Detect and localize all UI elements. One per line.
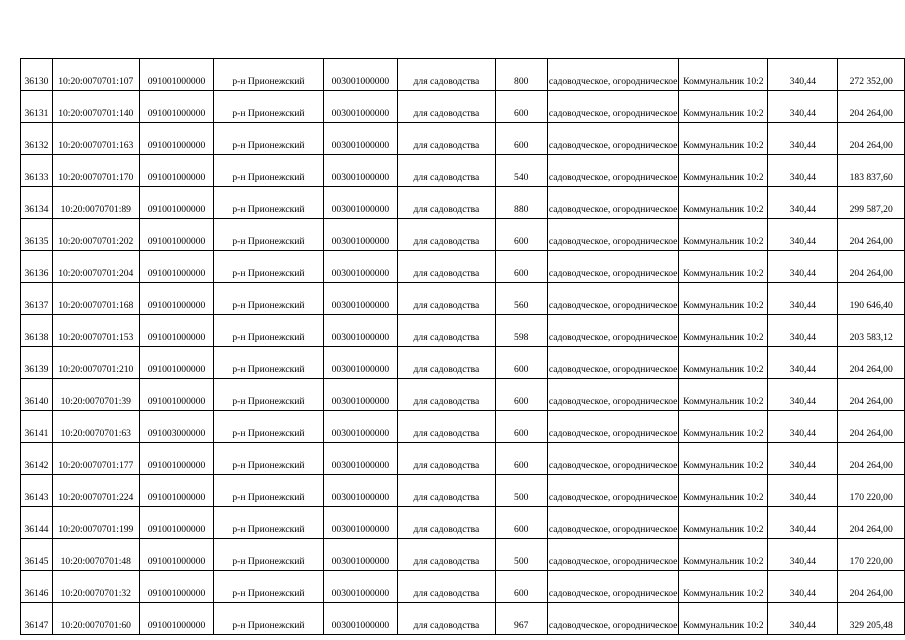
row-id-cell: 36146 [21, 571, 53, 603]
row-id-cell: 36134 [21, 187, 53, 219]
area-cell: 600 [495, 443, 547, 475]
purpose-cell: для садоводства [398, 155, 495, 187]
rate-cell: 340,44 [768, 539, 838, 571]
table-row [21, 187, 905, 219]
rate-cell: 340,44 [768, 283, 838, 315]
okato-code-cell: 091001000000 [139, 123, 214, 155]
okato-code-cell: 091001000000 [139, 443, 214, 475]
purpose-cell: для садоводства [398, 187, 495, 219]
district-cell: р-н Прионежский [214, 379, 323, 411]
okato-code-cell: 091001000000 [139, 283, 214, 315]
okato-code-cell: 091001000000 [139, 219, 214, 251]
organization-cell: Коммунальник 10:2 [679, 411, 768, 443]
district-cell: р-н Прионежский [214, 603, 323, 635]
okato-code-cell: 091003000000 [139, 411, 214, 443]
rate-cell: 340,44 [768, 379, 838, 411]
cadastral-number-cell: 10:20:0070701:107 [52, 59, 139, 91]
rate-cell: 340,44 [768, 347, 838, 379]
land-use-cell: садоводческое, огородническое [547, 603, 679, 635]
oktmo-code-cell: 003001000000 [323, 379, 398, 411]
okato-code-cell: 091001000000 [139, 379, 214, 411]
cadastral-value-cell: 204 264,00 [838, 507, 905, 539]
cadastral-number-cell: 10:20:0070701:153 [52, 315, 139, 347]
land-use-cell: садоводческое, огородническое [547, 283, 679, 315]
table-row [21, 219, 905, 251]
rate-cell: 340,44 [768, 219, 838, 251]
district-cell: р-н Прионежский [214, 187, 323, 219]
okato-code-cell: 091001000000 [139, 539, 214, 571]
table-row [21, 59, 905, 91]
land-use-cell: садоводческое, огородническое [547, 475, 679, 507]
cadastral-value-cell: 204 264,00 [838, 91, 905, 123]
organization-cell: Коммунальник 10:2 [679, 123, 768, 155]
row-id-cell: 36138 [21, 315, 53, 347]
cadastral-value-cell: 203 583,12 [838, 315, 905, 347]
okato-code-cell: 091001000000 [139, 475, 214, 507]
table-row [21, 603, 905, 635]
purpose-cell: для садоводства [398, 379, 495, 411]
purpose-cell: для садоводства [398, 507, 495, 539]
okato-code-cell: 091001000000 [139, 571, 214, 603]
land-use-cell: садоводческое, огородническое [547, 155, 679, 187]
cadastral-value-cell: 204 264,00 [838, 443, 905, 475]
rate-cell: 340,44 [768, 187, 838, 219]
organization-cell: Коммунальник 10:2 [679, 507, 768, 539]
cadastral-number-cell: 10:20:0070701:199 [52, 507, 139, 539]
row-id-cell: 36140 [21, 379, 53, 411]
organization-cell: Коммунальник 10:2 [679, 379, 768, 411]
organization-cell: Коммунальник 10:2 [679, 603, 768, 635]
land-use-cell: садоводческое, огородническое [547, 219, 679, 251]
purpose-cell: для садоводства [398, 603, 495, 635]
oktmo-code-cell: 003001000000 [323, 411, 398, 443]
rate-cell: 340,44 [768, 315, 838, 347]
rate-cell: 340,44 [768, 91, 838, 123]
organization-cell: Коммунальник 10:2 [679, 283, 768, 315]
purpose-cell: для садоводства [398, 59, 495, 91]
rate-cell: 340,44 [768, 251, 838, 283]
area-cell: 600 [495, 91, 547, 123]
purpose-cell: для садоводства [398, 251, 495, 283]
area-cell: 500 [495, 475, 547, 507]
okato-code-cell: 091001000000 [139, 155, 214, 187]
land-use-cell: садоводческое, огородническое [547, 507, 679, 539]
rate-cell: 340,44 [768, 123, 838, 155]
cadastral-number-cell: 10:20:0070701:170 [52, 155, 139, 187]
land-use-cell: садоводческое, огородническое [547, 411, 679, 443]
purpose-cell: для садоводства [398, 347, 495, 379]
rate-cell: 340,44 [768, 603, 838, 635]
purpose-cell: для садоводства [398, 123, 495, 155]
district-cell: р-н Прионежский [214, 411, 323, 443]
table-row [21, 123, 905, 155]
row-id-cell: 36137 [21, 283, 53, 315]
area-cell: 600 [495, 571, 547, 603]
cadastral-number-cell: 10:20:0070701:204 [52, 251, 139, 283]
row-id-cell: 36142 [21, 443, 53, 475]
district-cell: р-н Прионежский [214, 475, 323, 507]
oktmo-code-cell: 003001000000 [323, 443, 398, 475]
oktmo-code-cell: 003001000000 [323, 603, 398, 635]
area-cell: 600 [495, 251, 547, 283]
purpose-cell: для садоводства [398, 315, 495, 347]
cadastral-number-cell: 10:20:0070701:63 [52, 411, 139, 443]
table-row [21, 155, 905, 187]
cadastral-number-cell: 10:20:0070701:177 [52, 443, 139, 475]
purpose-cell: для садоводства [398, 91, 495, 123]
area-cell: 600 [495, 219, 547, 251]
district-cell: р-н Прионежский [214, 315, 323, 347]
organization-cell: Коммунальник 10:2 [679, 219, 768, 251]
cadastral-number-cell: 10:20:0070701:210 [52, 347, 139, 379]
district-cell: р-н Прионежский [214, 251, 323, 283]
oktmo-code-cell: 003001000000 [323, 123, 398, 155]
area-cell: 500 [495, 539, 547, 571]
district-cell: р-н Прионежский [214, 123, 323, 155]
table-row [21, 283, 905, 315]
table-row [21, 507, 905, 539]
area-cell: 800 [495, 59, 547, 91]
oktmo-code-cell: 003001000000 [323, 59, 398, 91]
cadastral-value-cell: 299 587,20 [838, 187, 905, 219]
okato-code-cell: 091001000000 [139, 315, 214, 347]
land-use-cell: садоводческое, огородническое [547, 251, 679, 283]
okato-code-cell: 091001000000 [139, 507, 214, 539]
cadastral-number-cell: 10:20:0070701:48 [52, 539, 139, 571]
district-cell: р-н Прионежский [214, 155, 323, 187]
table-row [21, 443, 905, 475]
oktmo-code-cell: 003001000000 [323, 315, 398, 347]
row-id-cell: 36144 [21, 507, 53, 539]
organization-cell: Коммунальник 10:2 [679, 539, 768, 571]
oktmo-code-cell: 003001000000 [323, 475, 398, 507]
organization-cell: Коммунальник 10:2 [679, 91, 768, 123]
row-id-cell: 36145 [21, 539, 53, 571]
purpose-cell: для садоводства [398, 219, 495, 251]
row-id-cell: 36147 [21, 603, 53, 635]
okato-code-cell: 091001000000 [139, 603, 214, 635]
area-cell: 540 [495, 155, 547, 187]
cadastral-value-cell: 204 264,00 [838, 379, 905, 411]
cadastral-number-cell: 10:20:0070701:140 [52, 91, 139, 123]
row-id-cell: 36133 [21, 155, 53, 187]
okato-code-cell: 091001000000 [139, 59, 214, 91]
oktmo-code-cell: 003001000000 [323, 187, 398, 219]
land-use-cell: садоводческое, огородническое [547, 59, 679, 91]
rate-cell: 340,44 [768, 411, 838, 443]
organization-cell: Коммунальник 10:2 [679, 59, 768, 91]
rate-cell: 340,44 [768, 571, 838, 603]
row-id-cell: 36130 [21, 59, 53, 91]
row-id-cell: 36143 [21, 475, 53, 507]
cadastral-number-cell: 10:20:0070701:60 [52, 603, 139, 635]
cadastral-number-cell: 10:20:0070701:89 [52, 187, 139, 219]
land-use-cell: садоводческое, огородническое [547, 187, 679, 219]
cadastral-number-cell: 10:20:0070701:32 [52, 571, 139, 603]
district-cell: р-н Прионежский [214, 91, 323, 123]
organization-cell: Коммунальник 10:2 [679, 571, 768, 603]
okato-code-cell: 091001000000 [139, 187, 214, 219]
organization-cell: Коммунальник 10:2 [679, 155, 768, 187]
cadastral-value-cell: 272 352,00 [838, 59, 905, 91]
cadastral-number-cell: 10:20:0070701:168 [52, 283, 139, 315]
area-cell: 598 [495, 315, 547, 347]
cadastral-value-cell: 204 264,00 [838, 347, 905, 379]
row-id-cell: 36132 [21, 123, 53, 155]
cadastral-value-cell: 329 205,48 [838, 603, 905, 635]
cadastral-number-cell: 10:20:0070701:202 [52, 219, 139, 251]
district-cell: р-н Прионежский [214, 59, 323, 91]
cadastral-value-cell: 183 837,60 [838, 155, 905, 187]
district-cell: р-н Прионежский [214, 507, 323, 539]
oktmo-code-cell: 003001000000 [323, 347, 398, 379]
land-use-cell: садоводческое, огородническое [547, 539, 679, 571]
cadastral-value-cell: 204 264,00 [838, 123, 905, 155]
purpose-cell: для садоводства [398, 539, 495, 571]
row-id-cell: 36136 [21, 251, 53, 283]
cadastral-value-cell: 170 220,00 [838, 539, 905, 571]
land-use-cell: садоводческое, огородническое [547, 123, 679, 155]
district-cell: р-н Прионежский [214, 347, 323, 379]
okato-code-cell: 091001000000 [139, 251, 214, 283]
cadastral-number-cell: 10:20:0070701:39 [52, 379, 139, 411]
table-row [21, 315, 905, 347]
land-use-cell: садоводческое, огородническое [547, 91, 679, 123]
area-cell: 600 [495, 411, 547, 443]
oktmo-code-cell: 003001000000 [323, 251, 398, 283]
area-cell: 880 [495, 187, 547, 219]
cadastral-value-cell: 204 264,00 [838, 411, 905, 443]
cadastral-value-cell: 204 264,00 [838, 251, 905, 283]
table-row [21, 475, 905, 507]
okato-code-cell: 091001000000 [139, 347, 214, 379]
row-id-cell: 36131 [21, 91, 53, 123]
organization-cell: Коммунальник 10:2 [679, 187, 768, 219]
district-cell: р-н Прионежский [214, 443, 323, 475]
rate-cell: 340,44 [768, 507, 838, 539]
land-use-cell: садоводческое, огородническое [547, 571, 679, 603]
land-register-table [20, 58, 905, 635]
land-use-cell: садоводческое, огородническое [547, 347, 679, 379]
table-row [21, 91, 905, 123]
organization-cell: Коммунальник 10:2 [679, 443, 768, 475]
table-row [21, 411, 905, 443]
table-row [21, 251, 905, 283]
district-cell: р-н Прионежский [214, 571, 323, 603]
rate-cell: 340,44 [768, 443, 838, 475]
table-body [21, 59, 905, 635]
organization-cell: Коммунальник 10:2 [679, 315, 768, 347]
district-cell: р-н Прионежский [214, 219, 323, 251]
area-cell: 600 [495, 379, 547, 411]
table-row [21, 571, 905, 603]
table-row [21, 539, 905, 571]
area-cell: 967 [495, 603, 547, 635]
land-use-cell: садоводческое, огородническое [547, 379, 679, 411]
organization-cell: Коммунальник 10:2 [679, 347, 768, 379]
oktmo-code-cell: 003001000000 [323, 155, 398, 187]
purpose-cell: для садоводства [398, 571, 495, 603]
row-id-cell: 36141 [21, 411, 53, 443]
rate-cell: 340,44 [768, 59, 838, 91]
okato-code-cell: 091001000000 [139, 91, 214, 123]
purpose-cell: для садоводства [398, 283, 495, 315]
oktmo-code-cell: 003001000000 [323, 539, 398, 571]
cadastral-number-cell: 10:20:0070701:163 [52, 123, 139, 155]
area-cell: 600 [495, 507, 547, 539]
oktmo-code-cell: 003001000000 [323, 219, 398, 251]
cadastral-value-cell: 204 264,00 [838, 571, 905, 603]
cadastral-number-cell: 10:20:0070701:224 [52, 475, 139, 507]
area-cell: 600 [495, 347, 547, 379]
land-use-cell: садоводческое, огородническое [547, 443, 679, 475]
district-cell: р-н Прионежский [214, 283, 323, 315]
oktmo-code-cell: 003001000000 [323, 283, 398, 315]
oktmo-code-cell: 003001000000 [323, 507, 398, 539]
area-cell: 600 [495, 123, 547, 155]
cadastral-value-cell: 204 264,00 [838, 219, 905, 251]
table-row [21, 379, 905, 411]
table-row [21, 347, 905, 379]
rate-cell: 340,44 [768, 475, 838, 507]
land-use-cell: садоводческое, огородническое [547, 315, 679, 347]
row-id-cell: 36135 [21, 219, 53, 251]
cadastral-value-cell: 170 220,00 [838, 475, 905, 507]
organization-cell: Коммунальник 10:2 [679, 251, 768, 283]
rate-cell: 340,44 [768, 155, 838, 187]
purpose-cell: для садоводства [398, 475, 495, 507]
row-id-cell: 36139 [21, 347, 53, 379]
district-cell: р-н Прионежский [214, 539, 323, 571]
oktmo-code-cell: 003001000000 [323, 571, 398, 603]
area-cell: 560 [495, 283, 547, 315]
purpose-cell: для садоводства [398, 443, 495, 475]
purpose-cell: для садоводства [398, 411, 495, 443]
cadastral-value-cell: 190 646,40 [838, 283, 905, 315]
oktmo-code-cell: 003001000000 [323, 91, 398, 123]
organization-cell: Коммунальник 10:2 [679, 475, 768, 507]
